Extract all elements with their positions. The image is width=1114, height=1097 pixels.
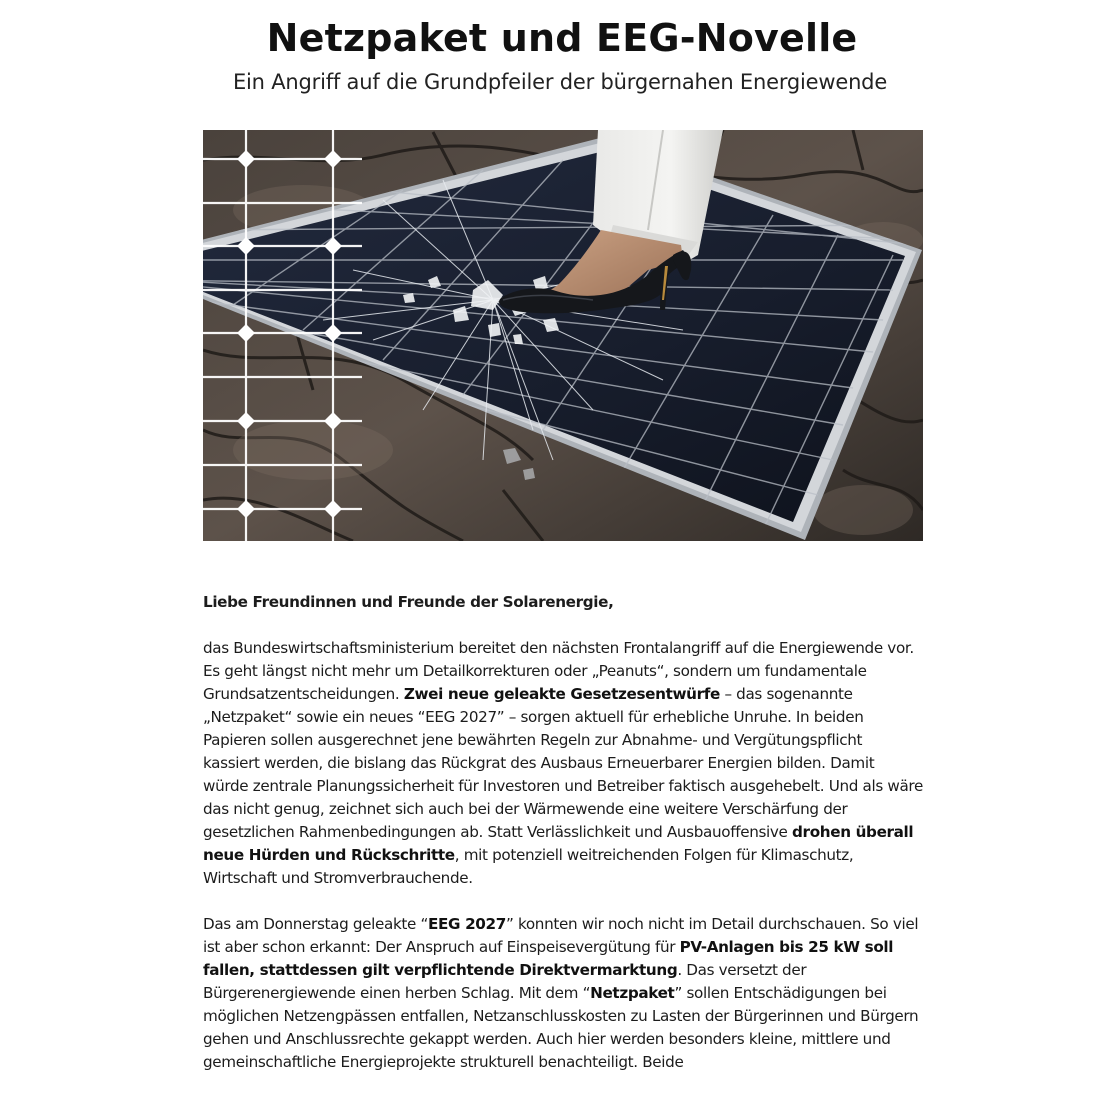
letter-paragraph-2 xyxy=(203,913,923,1074)
letter-paragraph-1 xyxy=(203,637,923,890)
letter-body xyxy=(203,591,923,1097)
letter-greeting: Liebe Freundinnen und Freunde der Solarenergie, xyxy=(203,593,614,611)
text-span: ” sollen Entschädigungen bei möglichen Netzengpässen entfallen, Netzanschlusskosten zu Lasten der Bürgerinnen und Bürgern gehen und Anschlussrechte gekappt werden. Auch hier werden besonders kleine, mittlere und gemeinschaftliche Energieprojekte strukturell benachteiligt. Beide xyxy=(203,984,919,1071)
broken-solar-panel-illustration xyxy=(203,130,923,541)
text-span: ” konnten wir noch nicht im Detail durchschauen. So viel ist aber schon erkannt: Der Anspruch auf Einspeisevergütung für xyxy=(203,915,919,956)
emphasis-hurdles: drohen überall neue Hürden und Rückschritte xyxy=(203,823,914,864)
text-span: , mit potenziell weitreichenden Folgen für Klimaschutz, Wirtschaft und Stromverbrauchende. xyxy=(203,846,854,887)
emphasis-netzpaket: Netzpaket xyxy=(590,984,675,1002)
text-span: – das sogenannte „Netzpaket“ sowie ein neues “EEG 2027” – sorgen aktuell für erhebliche Unruhe. In beiden Papieren sollen ausgerechnet jene bewährten Regeln zur Abnahme- und Vergütungspflicht kassiert werden, die bislang das Rückgrat des Ausbaus Erneuerbarer Energien bilden. Damit würde zentrale Planungssicherheit für Investoren und Betreiber faktisch ausgehebelt. Und als wäre das nicht genug, zeichnet sich auch bei der Wärmewende eine weitere Verschärfung der gesetzlichen Rahmenbedingungen ab. Statt Verlässlichkeit und Ausbauoffensive xyxy=(203,685,923,841)
page-title: Netzpaket und EEG-Novelle xyxy=(266,16,858,60)
emphasis-leaked-drafts: Zwei neue geleakte Gesetzesentwürfe xyxy=(403,685,720,703)
text-span: Das am Donnerstag geleakte “ xyxy=(203,915,428,933)
text-span: das Bundeswirtschaftsministerium bereitet den nächsten Frontalangriff auf die Energiewende vor. Es geht längst nicht mehr um Detailkorrekturen oder „Peanuts“, sondern um fundamentale Grundsatzentscheidungen. xyxy=(203,639,914,703)
page-subtitle: Ein Angriff auf die Grundpfeiler der bürgernahen Energiewende xyxy=(232,70,888,94)
hero-image xyxy=(203,130,923,541)
text-span: . Das versetzt der Bürgerenergiewende einen herben Schlag. Mit dem “ xyxy=(203,961,807,1002)
emphasis-eeg-2027: EEG 2027 xyxy=(427,915,506,933)
emphasis-pv-25kw: PV-Anlagen bis 25 kW soll fallen, stattdessen gilt verpflichtende Direktvermarktung xyxy=(203,938,894,979)
